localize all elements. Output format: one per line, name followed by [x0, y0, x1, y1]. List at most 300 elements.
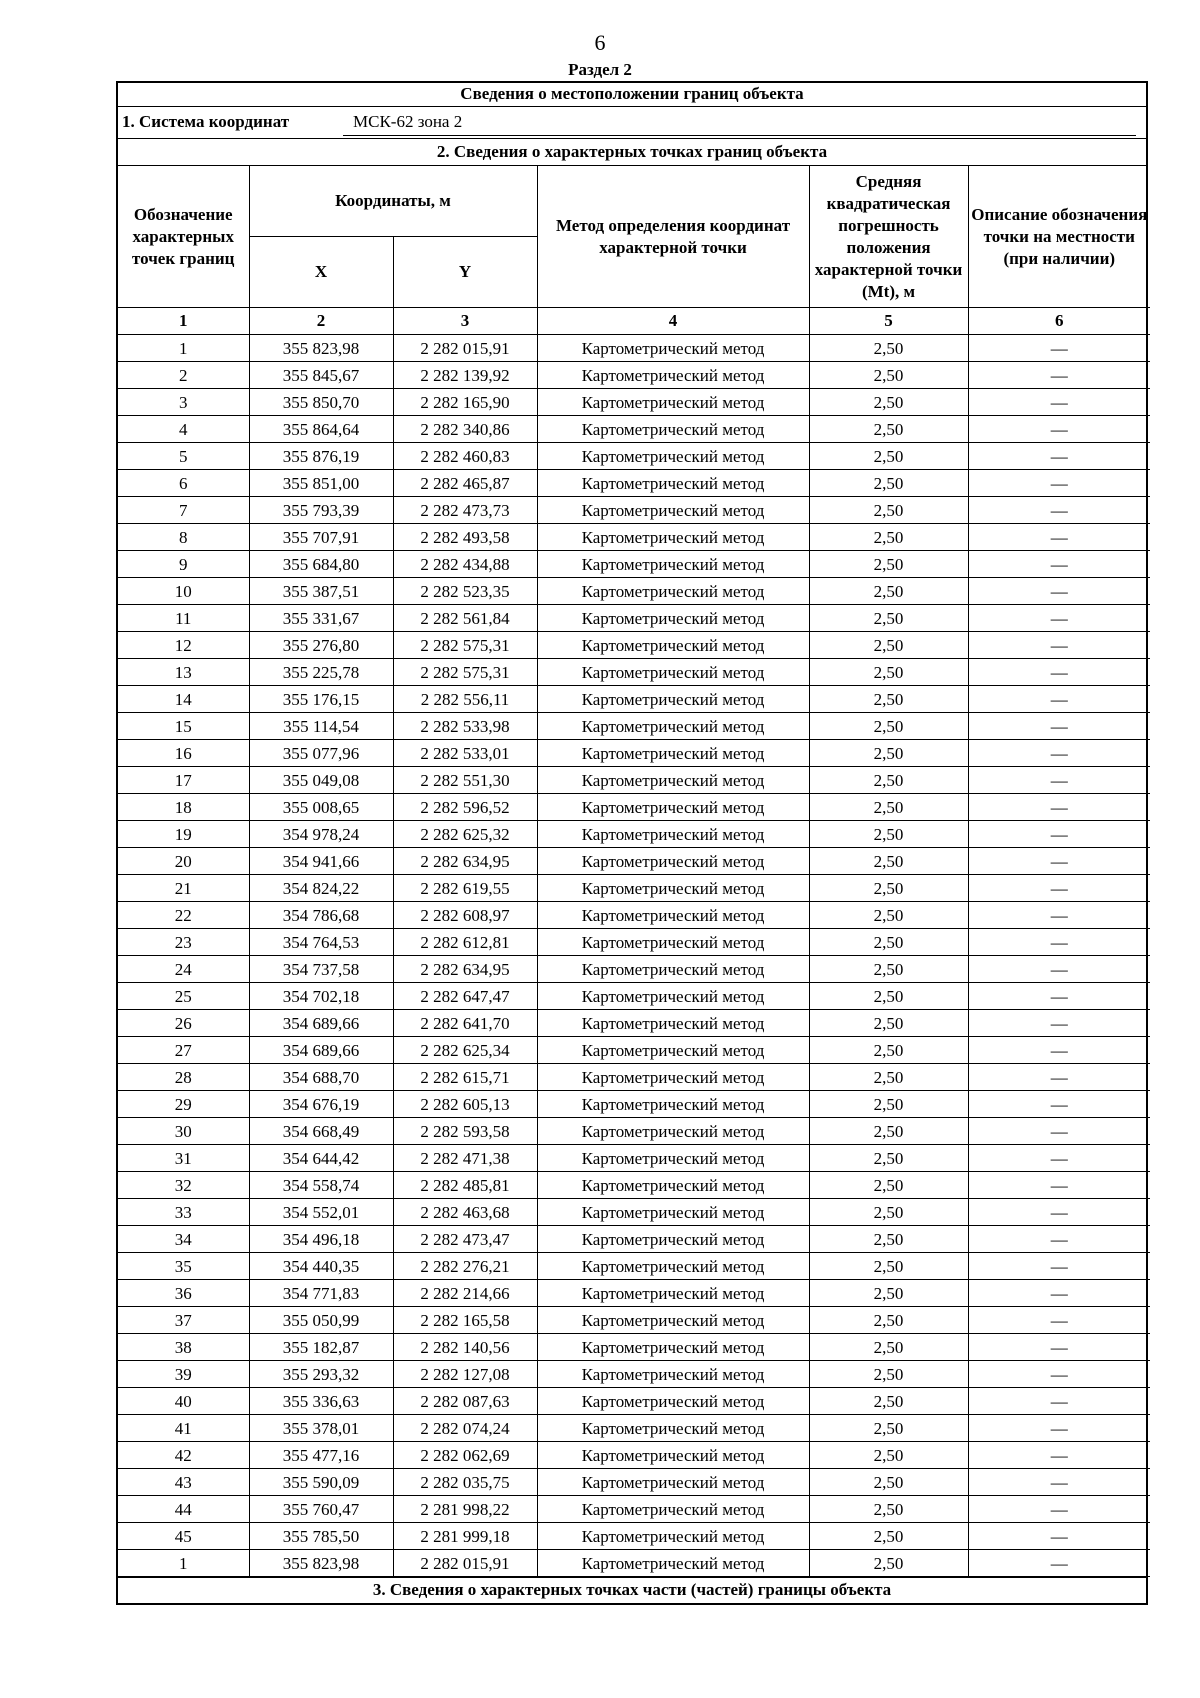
- column-number: 4: [537, 308, 809, 335]
- table-row: [118, 1415, 1150, 1442]
- error-cell: 2,50: [809, 659, 968, 686]
- table-row: [118, 713, 1150, 740]
- method-cell: Картометрический метод: [537, 578, 809, 605]
- error-cell: 2,50: [809, 1091, 968, 1118]
- x-coordinate-cell: 354 737,58: [249, 956, 393, 983]
- point-number-cell: 42: [118, 1442, 249, 1469]
- table-row: [118, 1307, 1150, 1334]
- x-coordinate-cell: 355 050,99: [249, 1307, 393, 1334]
- error-cell: 2,50: [809, 1334, 968, 1361]
- error-cell: 2,50: [809, 1199, 968, 1226]
- x-coordinate-cell: 355 707,91: [249, 524, 393, 551]
- header-x: X: [249, 237, 393, 308]
- point-number-cell: 34: [118, 1226, 249, 1253]
- y-coordinate-cell: 2 282 465,87: [393, 470, 537, 497]
- table-row: [118, 1253, 1150, 1280]
- x-coordinate-cell: 355 387,51: [249, 578, 393, 605]
- x-coordinate-cell: 354 764,53: [249, 929, 393, 956]
- x-coordinate-cell: 354 689,66: [249, 1010, 393, 1037]
- table-row: [118, 497, 1150, 524]
- header-method: Метод определения координат характерной точки: [537, 166, 809, 308]
- table-row: [118, 1172, 1150, 1199]
- method-cell: Картометрический метод: [537, 1307, 809, 1334]
- method-cell: Картометрический метод: [537, 1091, 809, 1118]
- description-cell: —: [968, 470, 1150, 497]
- header-error: Средняя квадратическая погрешность положения характерной точки (Mt), м: [809, 166, 968, 308]
- y-coordinate-cell: 2 282 575,31: [393, 632, 537, 659]
- x-coordinate-cell: 354 676,19: [249, 1091, 393, 1118]
- method-cell: Картометрический метод: [537, 1253, 809, 1280]
- method-cell: Картометрический метод: [537, 1145, 809, 1172]
- x-coordinate-cell: 355 864,64: [249, 416, 393, 443]
- description-cell: —: [968, 713, 1150, 740]
- table-row: [118, 524, 1150, 551]
- x-coordinate-cell: 354 644,42: [249, 1145, 393, 1172]
- point-number-cell: 44: [118, 1496, 249, 1523]
- method-cell: Картометрический метод: [537, 686, 809, 713]
- points-title: 2. Сведения о характерных точках границ объекта: [118, 139, 1146, 166]
- method-cell: Картометрический метод: [537, 1172, 809, 1199]
- x-coordinate-cell: 354 558,74: [249, 1172, 393, 1199]
- method-cell: Картометрический метод: [537, 929, 809, 956]
- y-coordinate-cell: 2 282 062,69: [393, 1442, 537, 1469]
- error-cell: 2,50: [809, 470, 968, 497]
- method-cell: Картометрический метод: [537, 443, 809, 470]
- table-row: [118, 821, 1150, 848]
- coordinate-system-value: МСК-62 зона 2: [343, 111, 1136, 136]
- error-cell: 2,50: [809, 848, 968, 875]
- page-number: 6: [594, 30, 606, 55]
- y-coordinate-cell: 2 282 140,56: [393, 1334, 537, 1361]
- y-coordinate-cell: 2 282 015,91: [393, 335, 537, 362]
- description-cell: —: [968, 794, 1150, 821]
- x-coordinate-cell: 355 049,08: [249, 767, 393, 794]
- error-cell: 2,50: [809, 1280, 968, 1307]
- column-number: 6: [968, 308, 1150, 335]
- point-number-cell: 11: [118, 605, 249, 632]
- table-row: [118, 416, 1150, 443]
- method-cell: Картометрический метод: [537, 497, 809, 524]
- error-cell: 2,50: [809, 632, 968, 659]
- point-number-cell: 29: [118, 1091, 249, 1118]
- description-cell: —: [968, 1226, 1150, 1253]
- point-number-cell: 13: [118, 659, 249, 686]
- error-cell: 2,50: [809, 1523, 968, 1550]
- description-cell: —: [968, 1388, 1150, 1415]
- y-coordinate-cell: 2 282 035,75: [393, 1469, 537, 1496]
- point-number-cell: 2: [118, 362, 249, 389]
- method-cell: Картометрический метод: [537, 983, 809, 1010]
- boundary-info-table: [116, 81, 1148, 1605]
- method-cell: Картометрический метод: [537, 956, 809, 983]
- point-number-cell: 24: [118, 956, 249, 983]
- table-row: [118, 1388, 1150, 1415]
- method-cell: Картометрический метод: [537, 902, 809, 929]
- y-coordinate-cell: 2 282 485,81: [393, 1172, 537, 1199]
- y-coordinate-cell: 2 282 647,47: [393, 983, 537, 1010]
- y-coordinate-cell: 2 282 596,52: [393, 794, 537, 821]
- point-number-cell: 18: [118, 794, 249, 821]
- table-row: [118, 443, 1150, 470]
- method-cell: Картометрический метод: [537, 524, 809, 551]
- y-coordinate-cell: 2 282 460,83: [393, 443, 537, 470]
- error-cell: 2,50: [809, 524, 968, 551]
- y-coordinate-cell: 2 282 634,95: [393, 956, 537, 983]
- method-cell: Картометрический метод: [537, 551, 809, 578]
- table-row: [118, 632, 1150, 659]
- error-cell: 2,50: [809, 875, 968, 902]
- error-cell: 2,50: [809, 983, 968, 1010]
- point-number-cell: 8: [118, 524, 249, 551]
- point-number-cell: 10: [118, 578, 249, 605]
- description-cell: —: [968, 848, 1150, 875]
- description-cell: —: [968, 335, 1150, 362]
- error-cell: 2,50: [809, 362, 968, 389]
- point-number-cell: 22: [118, 902, 249, 929]
- point-number-cell: 4: [118, 416, 249, 443]
- table-row: [118, 902, 1150, 929]
- column-number: 5: [809, 308, 968, 335]
- description-cell: —: [968, 821, 1150, 848]
- description-cell: —: [968, 1442, 1150, 1469]
- x-coordinate-cell: 355 793,39: [249, 497, 393, 524]
- coordinate-system-label: 1. Система координат: [122, 112, 290, 131]
- description-cell: —: [968, 1199, 1150, 1226]
- y-coordinate-cell: 2 282 087,63: [393, 1388, 537, 1415]
- x-coordinate-cell: 354 440,35: [249, 1253, 393, 1280]
- y-coordinate-cell: 2 282 561,84: [393, 605, 537, 632]
- table-row: [118, 740, 1150, 767]
- x-coordinate-cell: 355 760,47: [249, 1496, 393, 1523]
- x-coordinate-cell: 354 771,83: [249, 1280, 393, 1307]
- x-coordinate-cell: 355 378,01: [249, 1415, 393, 1442]
- point-number-cell: 9: [118, 551, 249, 578]
- y-coordinate-cell: 2 282 074,24: [393, 1415, 537, 1442]
- header-y: Y: [393, 237, 537, 308]
- x-coordinate-cell: 354 978,24: [249, 821, 393, 848]
- point-number-cell: 31: [118, 1145, 249, 1172]
- table-row: [118, 848, 1150, 875]
- error-cell: 2,50: [809, 1118, 968, 1145]
- point-number-cell: 27: [118, 1037, 249, 1064]
- y-coordinate-cell: 2 282 625,32: [393, 821, 537, 848]
- method-cell: Картометрический метод: [537, 1442, 809, 1469]
- table-row: [118, 767, 1150, 794]
- y-coordinate-cell: 2 282 165,58: [393, 1307, 537, 1334]
- description-cell: —: [968, 1550, 1150, 1577]
- method-cell: Картометрический метод: [537, 794, 809, 821]
- method-cell: Картометрический метод: [537, 713, 809, 740]
- point-number-cell: 21: [118, 875, 249, 902]
- description-cell: —: [968, 1064, 1150, 1091]
- description-cell: —: [968, 1523, 1150, 1550]
- description-cell: —: [968, 443, 1150, 470]
- table-row: [118, 1145, 1150, 1172]
- table-row: [118, 1118, 1150, 1145]
- method-cell: Картометрический метод: [537, 1118, 809, 1145]
- x-coordinate-cell: 354 552,01: [249, 1199, 393, 1226]
- point-number-cell: 36: [118, 1280, 249, 1307]
- y-coordinate-cell: 2 282 608,97: [393, 902, 537, 929]
- error-cell: 2,50: [809, 443, 968, 470]
- point-number-cell: 39: [118, 1361, 249, 1388]
- method-cell: Картометрический метод: [537, 1280, 809, 1307]
- description-cell: —: [968, 389, 1150, 416]
- y-coordinate-cell: 2 282 276,21: [393, 1253, 537, 1280]
- x-coordinate-cell: 355 823,98: [249, 1550, 393, 1577]
- description-cell: —: [968, 578, 1150, 605]
- table-row: [118, 794, 1150, 821]
- y-coordinate-cell: 2 282 463,68: [393, 1199, 537, 1226]
- error-cell: 2,50: [809, 1496, 968, 1523]
- description-cell: —: [968, 524, 1150, 551]
- point-number-cell: 30: [118, 1118, 249, 1145]
- y-coordinate-cell: 2 282 593,58: [393, 1118, 537, 1145]
- table-row: [118, 1523, 1150, 1550]
- method-cell: Картометрический метод: [537, 1226, 809, 1253]
- y-coordinate-cell: 2 282 619,55: [393, 875, 537, 902]
- table-row: [118, 605, 1150, 632]
- method-cell: Картометрический метод: [537, 1037, 809, 1064]
- description-cell: —: [968, 659, 1150, 686]
- description-cell: —: [968, 1415, 1150, 1442]
- table-row: [118, 1280, 1150, 1307]
- description-cell: —: [968, 1253, 1150, 1280]
- x-coordinate-cell: 355 276,80: [249, 632, 393, 659]
- error-cell: 2,50: [809, 578, 968, 605]
- point-number-cell: 19: [118, 821, 249, 848]
- description-cell: —: [968, 605, 1150, 632]
- points-table-body: [118, 335, 1150, 1577]
- table-row: [118, 929, 1150, 956]
- column-number: 1: [118, 308, 249, 335]
- table-row: [118, 389, 1150, 416]
- y-coordinate-cell: 2 282 434,88: [393, 551, 537, 578]
- method-cell: Картометрический метод: [537, 470, 809, 497]
- point-number-cell: 26: [118, 1010, 249, 1037]
- table-row: [118, 1064, 1150, 1091]
- error-cell: 2,50: [809, 821, 968, 848]
- method-cell: Картометрический метод: [537, 1361, 809, 1388]
- error-cell: 2,50: [809, 335, 968, 362]
- method-cell: Картометрический метод: [537, 389, 809, 416]
- y-coordinate-cell: 2 282 605,13: [393, 1091, 537, 1118]
- table-row: [118, 470, 1150, 497]
- y-coordinate-cell: 2 282 214,66: [393, 1280, 537, 1307]
- column-number: 2: [249, 308, 393, 335]
- table-row: [118, 1199, 1150, 1226]
- error-cell: 2,50: [809, 1307, 968, 1334]
- table-row: [118, 1550, 1150, 1577]
- x-coordinate-cell: 355 182,87: [249, 1334, 393, 1361]
- point-number-cell: 33: [118, 1199, 249, 1226]
- x-coordinate-cell: 355 876,19: [249, 443, 393, 470]
- error-cell: 2,50: [809, 1172, 968, 1199]
- point-number-cell: 15: [118, 713, 249, 740]
- method-cell: Картометрический метод: [537, 1469, 809, 1496]
- header-designation: Обозначение характерных точек границ: [118, 166, 249, 308]
- y-coordinate-cell: 2 282 556,11: [393, 686, 537, 713]
- x-coordinate-cell: 355 684,80: [249, 551, 393, 578]
- method-cell: Картометрический метод: [537, 632, 809, 659]
- method-cell: Картометрический метод: [537, 1388, 809, 1415]
- x-coordinate-cell: 355 225,78: [249, 659, 393, 686]
- error-cell: 2,50: [809, 956, 968, 983]
- point-number-cell: 37: [118, 1307, 249, 1334]
- x-coordinate-cell: 355 336,63: [249, 1388, 393, 1415]
- point-number-cell: 1: [118, 1550, 249, 1577]
- description-cell: —: [968, 1037, 1150, 1064]
- point-number-cell: 35: [118, 1253, 249, 1280]
- table-row: [118, 335, 1150, 362]
- description-cell: —: [968, 875, 1150, 902]
- method-cell: Картометрический метод: [537, 659, 809, 686]
- x-coordinate-cell: 355 331,67: [249, 605, 393, 632]
- error-cell: 2,50: [809, 551, 968, 578]
- y-coordinate-cell: 2 281 999,18: [393, 1523, 537, 1550]
- coordinate-system-row: [118, 107, 1146, 139]
- error-cell: 2,50: [809, 1037, 968, 1064]
- method-cell: Картометрический метод: [537, 1199, 809, 1226]
- x-coordinate-cell: 355 823,98: [249, 335, 393, 362]
- table-row: [118, 1469, 1150, 1496]
- description-cell: —: [968, 632, 1150, 659]
- error-cell: 2,50: [809, 1469, 968, 1496]
- method-cell: Картометрический метод: [537, 1064, 809, 1091]
- error-cell: 2,50: [809, 497, 968, 524]
- point-number-cell: 25: [118, 983, 249, 1010]
- x-coordinate-cell: 355 077,96: [249, 740, 393, 767]
- points-table: [118, 166, 1150, 1577]
- x-coordinate-cell: 355 785,50: [249, 1523, 393, 1550]
- y-coordinate-cell: 2 282 551,30: [393, 767, 537, 794]
- error-cell: 2,50: [809, 1145, 968, 1172]
- y-coordinate-cell: 2 282 523,35: [393, 578, 537, 605]
- description-cell: —: [968, 767, 1150, 794]
- table-row: [118, 956, 1150, 983]
- table-row: [118, 1091, 1150, 1118]
- point-number-cell: 17: [118, 767, 249, 794]
- error-cell: 2,50: [809, 605, 968, 632]
- error-cell: 2,50: [809, 1010, 968, 1037]
- x-coordinate-cell: 354 824,22: [249, 875, 393, 902]
- x-coordinate-cell: 354 668,49: [249, 1118, 393, 1145]
- x-coordinate-cell: 355 114,54: [249, 713, 393, 740]
- x-coordinate-cell: 354 496,18: [249, 1226, 393, 1253]
- error-cell: 2,50: [809, 1442, 968, 1469]
- y-coordinate-cell: 2 282 533,98: [393, 713, 537, 740]
- y-coordinate-cell: 2 282 615,71: [393, 1064, 537, 1091]
- point-number-cell: 41: [118, 1415, 249, 1442]
- description-cell: —: [968, 1469, 1150, 1496]
- x-coordinate-cell: 355 293,32: [249, 1361, 393, 1388]
- point-number-cell: 16: [118, 740, 249, 767]
- error-cell: 2,50: [809, 416, 968, 443]
- table-row: [118, 578, 1150, 605]
- description-cell: —: [968, 929, 1150, 956]
- method-cell: Картометрический метод: [537, 362, 809, 389]
- y-coordinate-cell: 2 282 634,95: [393, 848, 537, 875]
- description-cell: —: [968, 1091, 1150, 1118]
- error-cell: 2,50: [809, 740, 968, 767]
- description-cell: —: [968, 362, 1150, 389]
- description-cell: —: [968, 1334, 1150, 1361]
- y-coordinate-cell: 2 282 471,38: [393, 1145, 537, 1172]
- point-number-cell: 12: [118, 632, 249, 659]
- description-cell: —: [968, 1172, 1150, 1199]
- error-cell: 2,50: [809, 1550, 968, 1577]
- description-cell: —: [968, 1361, 1150, 1388]
- x-coordinate-cell: 355 176,15: [249, 686, 393, 713]
- description-cell: —: [968, 1496, 1150, 1523]
- method-cell: Картометрический метод: [537, 740, 809, 767]
- method-cell: Картометрический метод: [537, 416, 809, 443]
- method-cell: Картометрический метод: [537, 605, 809, 632]
- x-coordinate-cell: 355 008,65: [249, 794, 393, 821]
- x-coordinate-cell: 354 786,68: [249, 902, 393, 929]
- error-cell: 2,50: [809, 902, 968, 929]
- description-cell: —: [968, 1307, 1150, 1334]
- error-cell: 2,50: [809, 1064, 968, 1091]
- point-number-cell: 20: [118, 848, 249, 875]
- table-row: [118, 983, 1150, 1010]
- description-cell: —: [968, 1118, 1150, 1145]
- y-coordinate-cell: 2 282 473,47: [393, 1226, 537, 1253]
- point-number-cell: 14: [118, 686, 249, 713]
- table-row: [118, 1010, 1150, 1037]
- error-cell: 2,50: [809, 1361, 968, 1388]
- method-cell: Картометрический метод: [537, 875, 809, 902]
- table-row: [118, 686, 1150, 713]
- point-number-cell: 32: [118, 1172, 249, 1199]
- x-coordinate-cell: 355 850,70: [249, 389, 393, 416]
- point-number-cell: 5: [118, 443, 249, 470]
- error-cell: 2,50: [809, 389, 968, 416]
- description-cell: —: [968, 902, 1150, 929]
- method-cell: Картометрический метод: [537, 1550, 809, 1577]
- error-cell: 2,50: [809, 1415, 968, 1442]
- error-cell: 2,50: [809, 767, 968, 794]
- x-coordinate-cell: 355 477,16: [249, 1442, 393, 1469]
- method-cell: Картометрический метод: [537, 821, 809, 848]
- y-coordinate-cell: 2 282 139,92: [393, 362, 537, 389]
- description-cell: —: [968, 740, 1150, 767]
- x-coordinate-cell: 355 845,67: [249, 362, 393, 389]
- point-number-cell: 7: [118, 497, 249, 524]
- x-coordinate-cell: 354 702,18: [249, 983, 393, 1010]
- x-coordinate-cell: 355 851,00: [249, 470, 393, 497]
- y-coordinate-cell: 2 282 533,01: [393, 740, 537, 767]
- method-cell: Картометрический метод: [537, 1334, 809, 1361]
- point-number-cell: 40: [118, 1388, 249, 1415]
- table-row: [118, 1226, 1150, 1253]
- error-cell: 2,50: [809, 794, 968, 821]
- description-cell: —: [968, 983, 1150, 1010]
- header-coordinates: Координаты, м: [249, 166, 537, 237]
- footer-title: 3. Сведения о характерных точках части (частей) границы объекта: [118, 1577, 1146, 1603]
- band-title: Сведения о местоположении границ объекта: [118, 83, 1146, 107]
- table-row: [118, 1442, 1150, 1469]
- x-coordinate-cell: 354 689,66: [249, 1037, 393, 1064]
- point-number-cell: 6: [118, 470, 249, 497]
- description-cell: —: [968, 1145, 1150, 1172]
- description-cell: —: [968, 956, 1150, 983]
- point-number-cell: 28: [118, 1064, 249, 1091]
- y-coordinate-cell: 2 282 493,58: [393, 524, 537, 551]
- section-title: Раздел 2: [568, 60, 632, 79]
- y-coordinate-cell: 2 282 473,73: [393, 497, 537, 524]
- y-coordinate-cell: 2 282 015,91: [393, 1550, 537, 1577]
